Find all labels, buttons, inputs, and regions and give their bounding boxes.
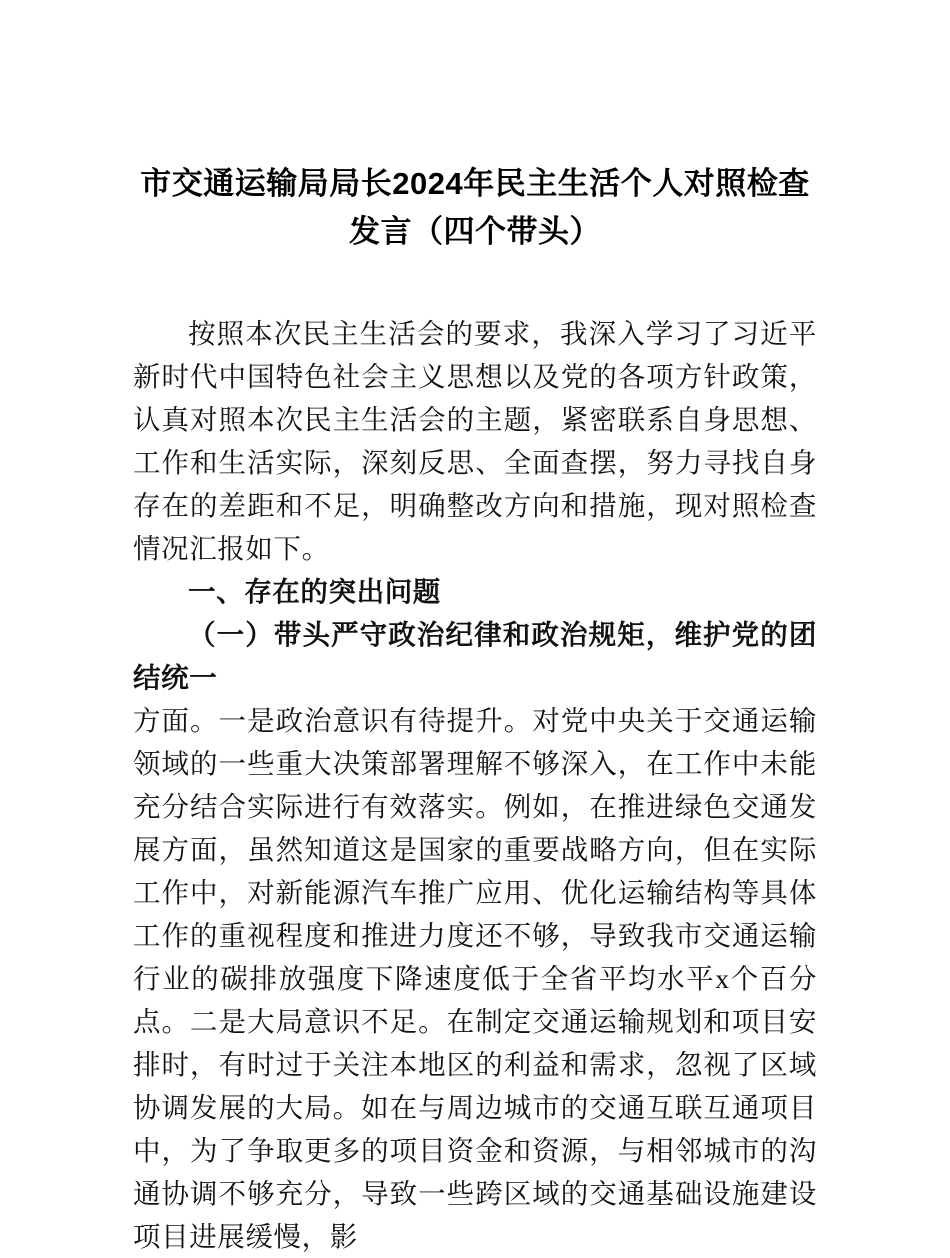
paragraph-opening: 按照本次民主生活会的要求，我深入学习了习近平新时代中国特色社会主义思想以及党的各项方针政策，认真对照本次民主生活会的主题，紧密联系自身思想、工作和生活实际，深刻反思、全面查摆，努力寻找自身存在的差距和不足，明确整改方向和措施，现对照检查情况汇报如下。: [133, 318, 817, 564]
heading-subsection-1-1: （一）带头严守政治纪律和政治规矩，维护党的团结统一: [133, 619, 817, 693]
document-body: [133, 312, 817, 1258]
paragraph-subsection-1-1-body: 方面。一是政治意识有待提升。对党中央关于交通运输领域的一些重大决策部署理解不够深入，在工作中未能充分结合实际进行有效落实。例如，在推进绿色交通发展方面，虽然知道这是国家的重要战略方向，但在实际工作中，对新能源汽车推广应用、优化运输结构等具体工作的重视程度和推进力度还不够，导致我市交通运输行业的碳排放强度下降速度低于全省平均水平x个百分点。二是大局意识不足。在制定交通运输规划和项目安排时，有时过于关注本地区的利益和需求，忽视了区域协调发展的大局。如在与周边城市的交通互联互通项目中，为了争取更多的项目资金和资源，与相邻城市的沟通协调不够充分，导致一些跨区域的交通基础设施建设项目进展缓慢，影: [133, 705, 817, 1252]
page-title: [133, 160, 817, 256]
page-title-line-1: 市交通运输局局长2024年民主生活个人对照检查发言（四个带头）: [140, 166, 810, 249]
heading-section-1: 一、存在的突出问题: [188, 576, 441, 607]
